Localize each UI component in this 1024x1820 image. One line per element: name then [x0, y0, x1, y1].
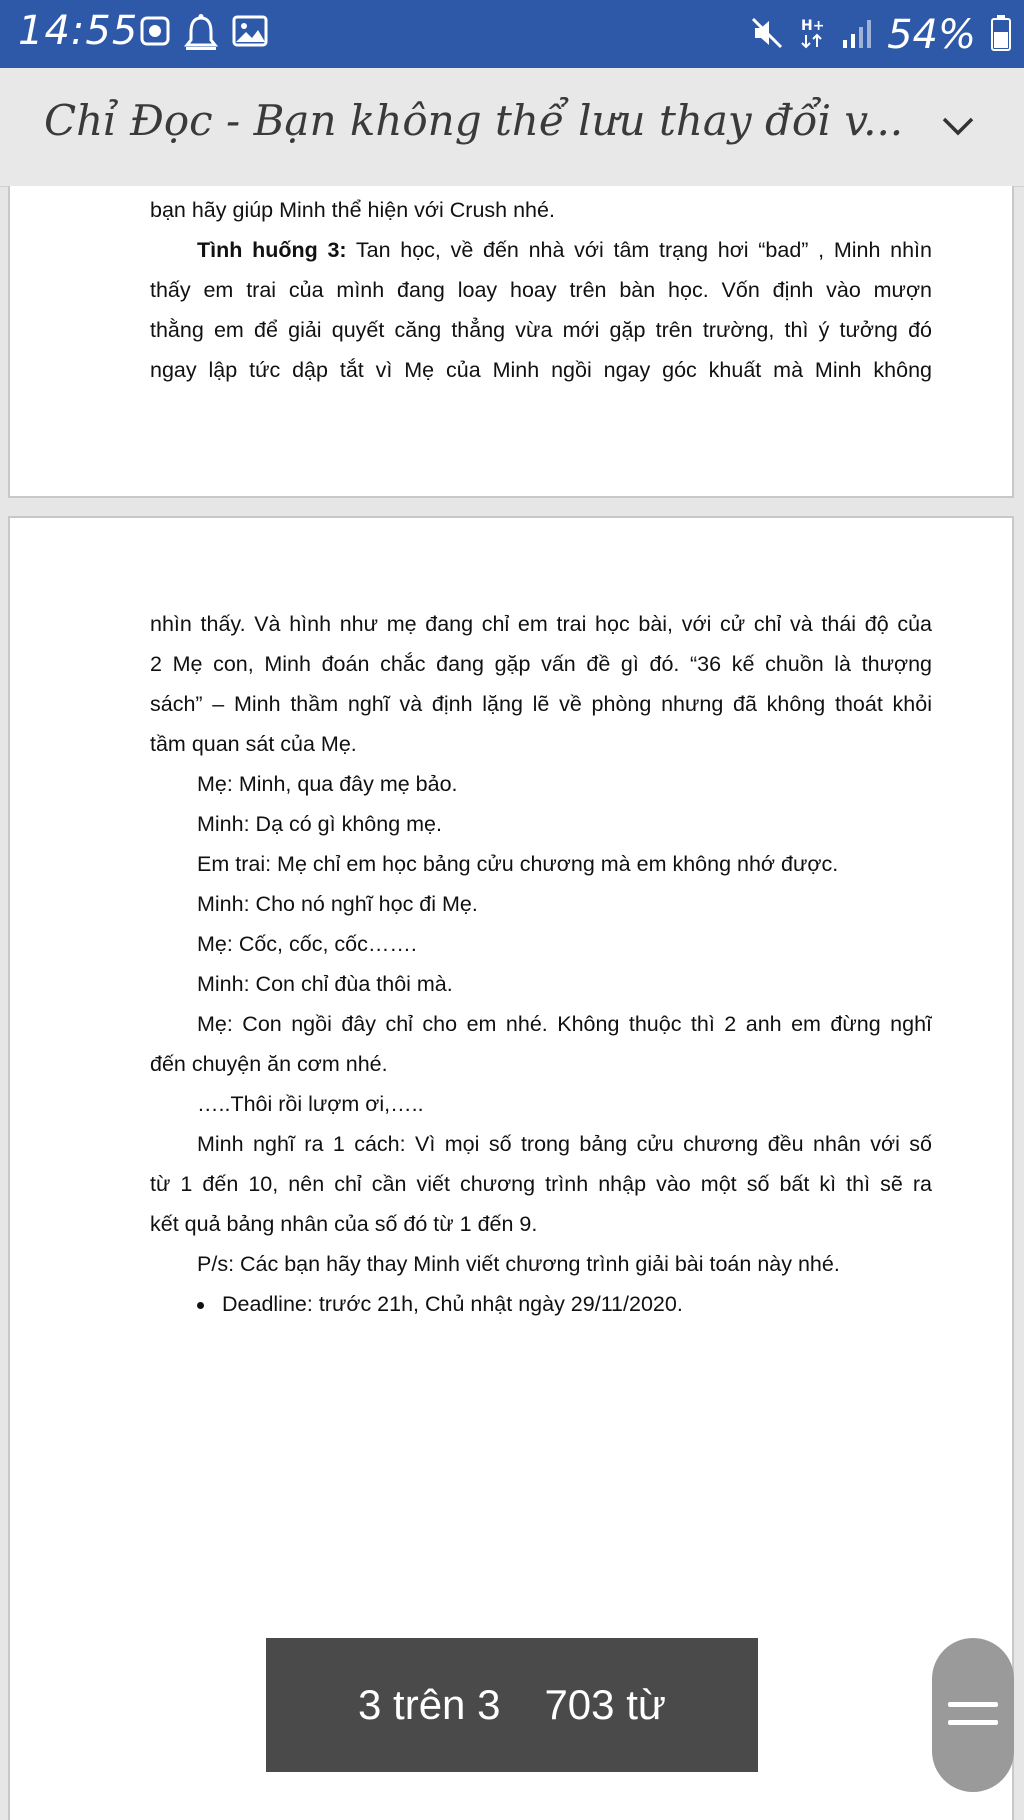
page-indicator-toast [266, 1638, 758, 1772]
text-line: bạn hãy giúp Minh thể hiện với Crush nhé. [150, 198, 555, 222]
dialogue-line: …..Thôi rồi lượm ơi,….. [197, 1092, 424, 1116]
text-line: đến chuyện ăn cơm nhé. [150, 1052, 388, 1076]
status-icons-left [140, 14, 268, 59]
battery-icon [990, 14, 1012, 57]
text-line: Tình huống 3: Tan học, về đến nhà với tâm trạng hơi “bad” , Minh nhìn [197, 238, 932, 262]
dialogue-line: Minh: Cho nó nghĩ học đi Mẹ. [197, 892, 478, 916]
text-line: nhìn thấy. Và hình như mẹ đang chỉ em trai học bài, với cử chỉ và thái độ của [150, 612, 932, 636]
document-page-2-bottom [8, 186, 1014, 498]
status-bar [0, 0, 1024, 68]
data-hplus-icon [799, 15, 827, 56]
page-indicator: 3 trên 3 [358, 1681, 501, 1728]
text-line: ngay lập tức dập tắt vì Mẹ của Minh ngồi ngay góc khuất mà Minh không [150, 358, 932, 382]
status-icons-right [749, 12, 1012, 58]
title-bar [0, 68, 1024, 187]
dialogue-line: Minh: Con chỉ đùa thôi mà. [197, 972, 453, 996]
text-line: Minh nghĩ ra 1 cách: Vì mọi số trong bảng cửu chương đều nhân với số [197, 1132, 932, 1156]
bullet-icon [197, 1302, 204, 1309]
dialogue-line: Mẹ: Con ngồi đây chỉ cho em nhé. Không thuộc thì 2 anh em đừng nghĩ [197, 1012, 932, 1036]
signal-icon [841, 16, 873, 55]
document-page-3 [8, 516, 1014, 1820]
image-icon [232, 14, 268, 59]
text-line: từ 1 đến 10, nên chỉ cần viết chương trình nhập vào một số bất kì thì sẽ ra [150, 1172, 932, 1196]
dialogue-line: Em trai: Mẹ chỉ em học bảng cửu chương mà em không nhớ được. [197, 852, 839, 876]
page-1-text [150, 190, 932, 390]
dialogue-line: Minh: Dạ có gì không mẹ. [197, 812, 442, 836]
scroll-handle-icon[interactable] [932, 1638, 1014, 1792]
text-line: P/s: Các bạn hãy thay Minh viết chương trình giải bài toán này nhé. [197, 1252, 840, 1276]
word-count: 703 từ [544, 1681, 666, 1728]
scroll-handle-bar [948, 1720, 998, 1725]
dialogue-line: Mẹ: Cốc, cốc, cốc……. [197, 932, 417, 956]
text-line: thằng em để giải quyết căng thẳng vừa mới gặp trên trường, thì ý tưởng đó [150, 318, 932, 342]
document-title[interactable]: Chỉ Đọc - Bạn không thể lưu thay đổi v... [44, 96, 904, 145]
screen-record-icon [140, 14, 170, 59]
scroll-handle-bar [948, 1702, 998, 1707]
status-time: 14:55 [18, 8, 139, 54]
text-line: sách” – Minh thầm nghĩ và định lặng lẽ về phòng nhưng đã không thoát khỏi [150, 692, 932, 716]
text-line: kết quả bảng nhân của số đó từ 1 đến 9. [150, 1212, 538, 1236]
svg-text:H+: H+ [801, 17, 825, 34]
text-line: thấy em trai của mình đang loay hoay trên bàn học. Vốn định vào mượn [150, 278, 932, 302]
notification-bell-icon [184, 14, 218, 59]
chevron-down-icon[interactable] [940, 114, 976, 143]
text-line: tầm quan sát của Mẹ. [150, 732, 357, 756]
bullet-item [150, 1284, 932, 1324]
dialogue-line: Mẹ: Minh, qua đây mẹ bảo. [197, 772, 458, 796]
deadline-text: Deadline: trước 21h, Chủ nhật ngày 29/11/2020. [222, 1292, 683, 1316]
page-2-text [150, 604, 932, 1324]
mute-icon [749, 15, 785, 56]
situation-heading: Tình huống 3: [197, 238, 347, 262]
text-line: 2 Mẹ con, Minh đoán chắc đang gặp vấn đề gì đó. “36 kế chuồn là thượng [150, 652, 932, 676]
battery-percent: 54% [887, 12, 976, 58]
